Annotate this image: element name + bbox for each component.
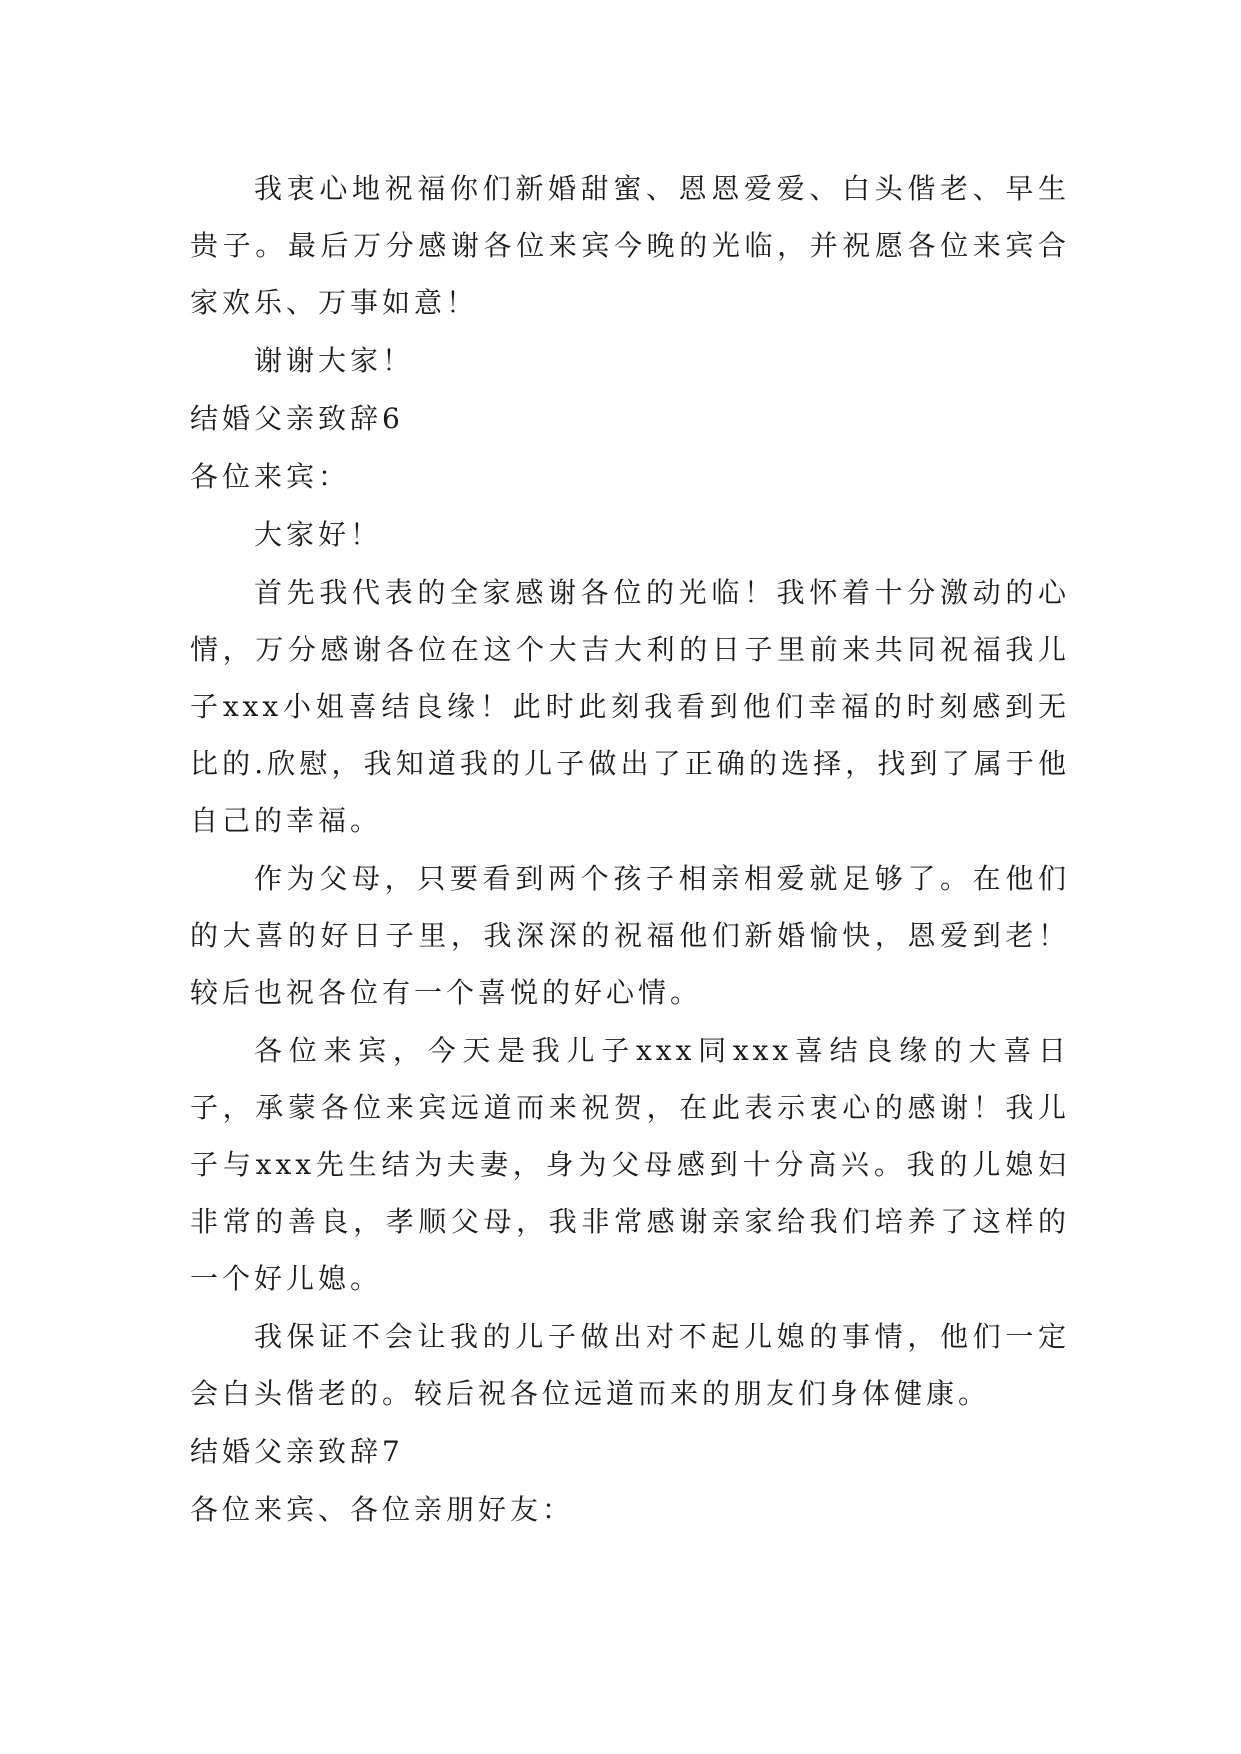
body-paragraph-2: 作为父母，只要看到两个孩子相亲相爱就足够了。在他们的大喜的好日子里，我深深的祝福他们新婚愉快，恩爱到老！较后也祝各位有一个喜悦的好心情。 — [190, 862, 1070, 1009]
body-paragraph-4: 我保证不会让我的儿子做出对不起儿媳的事情，他们一定会白头偕老的。较后祝各位远道而来的朋友们身体健康。 — [190, 1320, 1070, 1410]
section-heading-7: 结婚父亲致辞7 — [190, 1435, 404, 1468]
closing-blessing-paragraph: 我衷心地祝福你们新婚甜蜜、恩恩爱爱、白头偕老、早生贵子。最后万分感谢各位来宾今晚的光临，并祝愿各位来宾合家欢乐、万事如意！ — [190, 172, 1070, 319]
greeting-line: 大家好！ — [254, 518, 383, 551]
document-body — [190, 160, 1070, 1538]
body-paragraph-3: 各位来宾，今天是我儿子xxx同xxx喜结良缘的大喜日子，承蒙各位来宾远道而来祝贺，在此表示衷心的感谢！我儿子与xxx先生结为夫妻，身为父母感到十分高兴。我的儿媳妇非常的善良，孝顺父母，我非常感谢亲家给我们培养了这样的一个好儿媳。 — [190, 1034, 1070, 1295]
thanks-line: 谢谢大家！ — [254, 344, 415, 377]
section-heading-6: 结婚父亲致辞6 — [190, 402, 404, 435]
body-paragraph-1: 首先我代表的全家感谢各位的光临！我怀着十分激动的心情，万分感谢各位在这个大吉大利的日子里前来共同祝福我儿子xxx小姐喜结良缘！此时此刻我看到他们幸福的时刻感到无比的.欣慰，我知道我的儿子做出了正确的选择，找到了属于他自己的幸福。 — [190, 576, 1070, 837]
salutation-7: 各位来宾、各位亲朋好友： — [190, 1493, 575, 1526]
salutation-6: 各位来宾： — [190, 460, 351, 493]
